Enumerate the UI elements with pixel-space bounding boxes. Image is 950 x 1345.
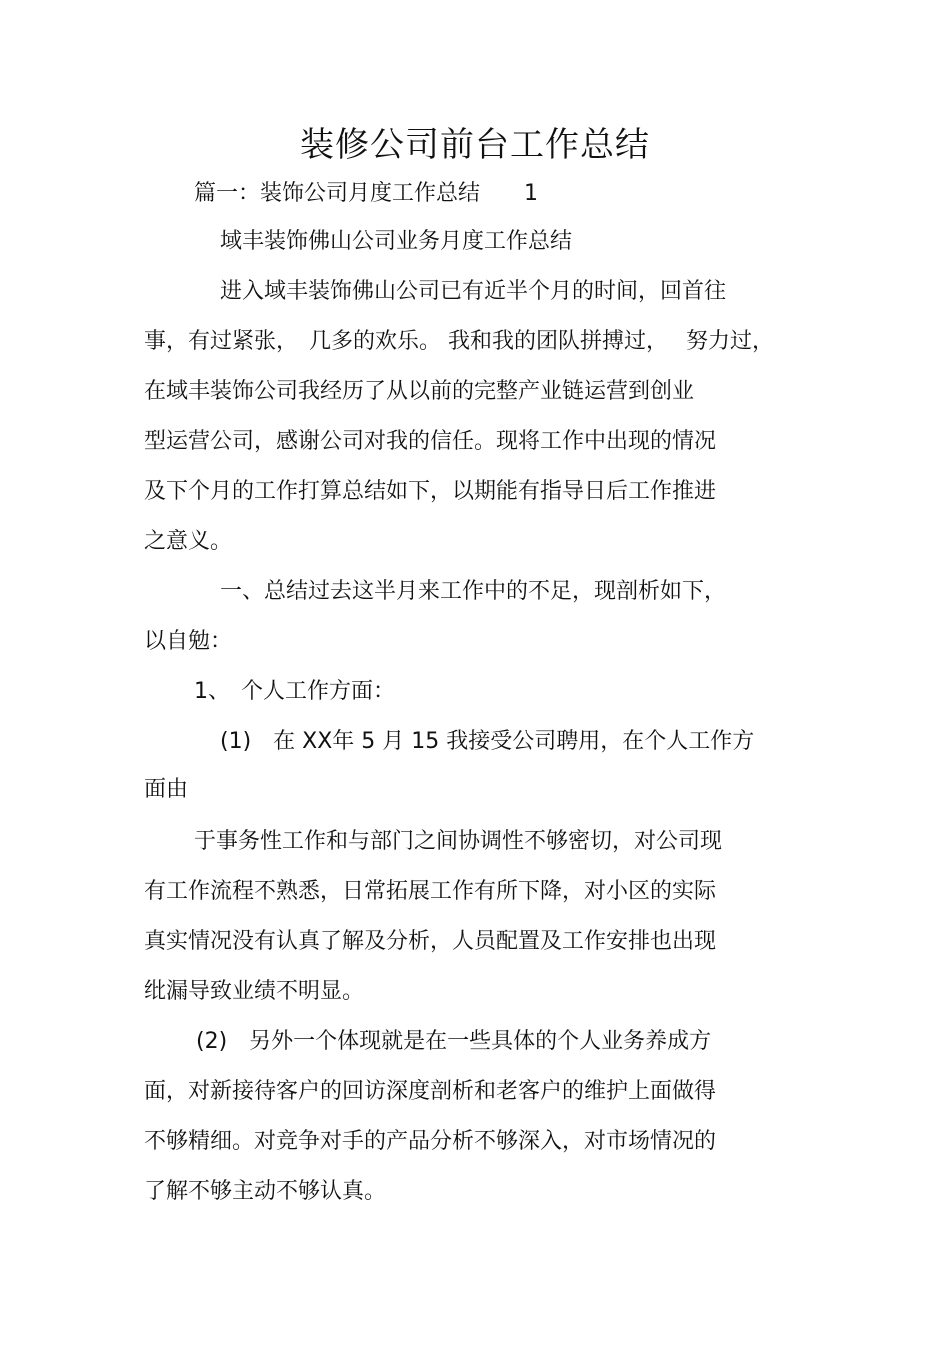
document-title: 装修公司前台工作总结: [300, 125, 650, 165]
paragraph-line: 不够精细。对竞争对手的产品分析不够深入，对市场情况的: [144, 1129, 717, 1154]
paragraph-line: 有工作流程不熟悉，日常拓展工作有所下降，对小区的实际: [144, 879, 717, 904]
paragraph-line: 之意义。: [144, 529, 233, 554]
paragraph-line: 型运营公司，感谢公司对我的信任。现将工作中出现的情况: [144, 429, 717, 454]
section-subtitle: 域丰装饰佛山公司业务月度工作总结: [220, 229, 573, 254]
paragraph-line: 在域丰装饰公司我经历了从以前的完整产业链运营到创业: [144, 379, 695, 404]
paragraph-line: 进入域丰装饰佛山公司已有近半个月的时间，回首往: [220, 279, 727, 304]
section-heading: 一、总结过去这半月来工作中的不足，现剖析如下，: [220, 579, 727, 604]
paragraph-line: 以自勉：: [144, 629, 233, 654]
paragraph-line: 及下个月的工作打算总结如下，以期能有指导日后工作推进: [144, 479, 717, 504]
subsection-heading: 1、 个人工作方面：: [194, 679, 395, 704]
paragraph-line: 面由: [144, 777, 189, 802]
paragraph-line: 了解不够主动不够认真。: [144, 1179, 387, 1204]
list-item-line: (2) 另外一个体现就是在一些具体的个人业务养成方: [196, 1029, 712, 1054]
paragraph-line: 于事务性工作和与部门之间协调性不够密切，对公司现: [194, 829, 723, 854]
paragraph-line: 真实情况没有认真了解及分析，人员配置及工作安排也出现: [144, 929, 717, 954]
chapter-heading: 篇一：装饰公司月度工作总结 1: [194, 181, 538, 206]
paragraph-line: 面，对新接待客户的回访深度剖析和老客户的维护上面做得: [144, 1079, 717, 1104]
paragraph-line: 事，有过紧张， 几多的欢乐。 我和我的团队拼搏过， 努力过，: [144, 329, 774, 354]
list-item-line: (1) 在 XX年 5 月 15 我接受公司聘用，在个人工作方: [220, 729, 755, 754]
paragraph-line: 纰漏导致业绩不明显。: [144, 979, 365, 1004]
